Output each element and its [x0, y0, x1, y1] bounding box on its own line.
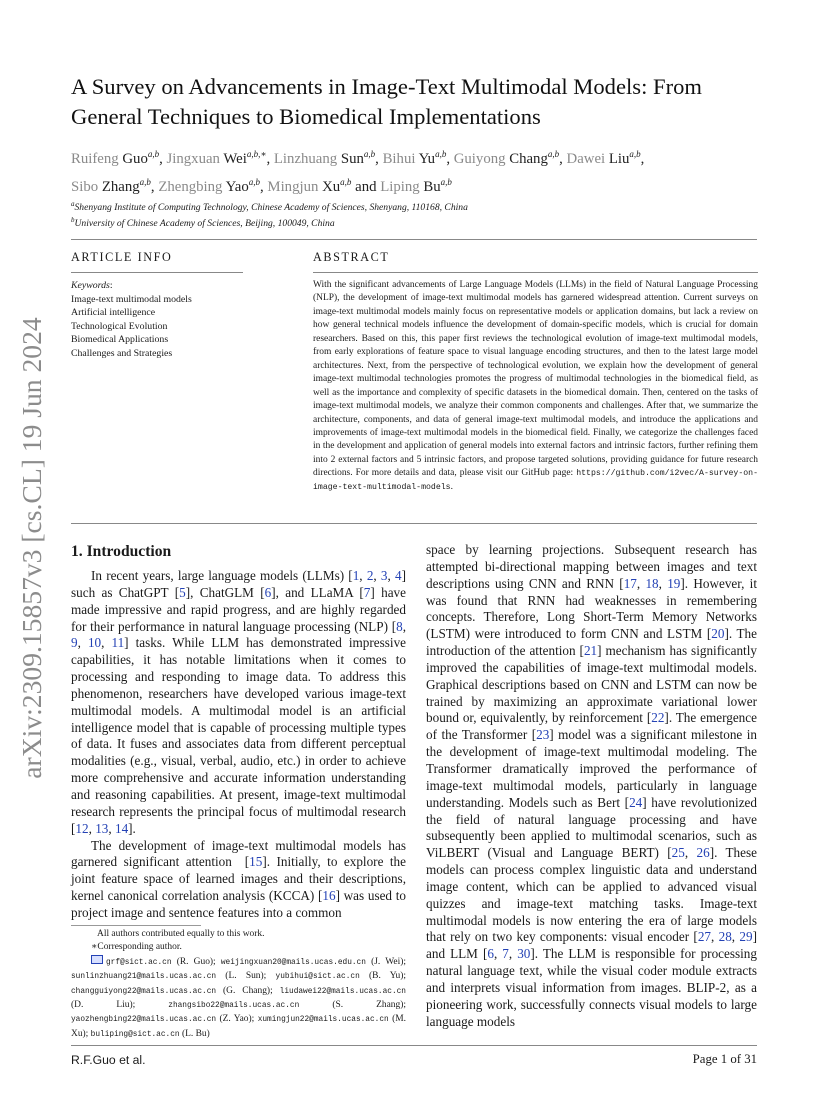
- author-conjunction: and: [351, 178, 381, 195]
- citation-link[interactable]: 15: [249, 854, 263, 870]
- footnote-divider: [71, 925, 201, 926]
- abstract-text-block: With the significant advancements of Large Language Models (LLMs) in the field of Natural Language Processing (NLP), the development of image-text multimodal models has garnered widespread attention. Current surveys on image-text multimodal models mainly focus on representative models or application domains, but lack a review on how general technical models influence the development of domain-specific models, which is crucial for domain researchers. Based on this, this paper first reviews the technological evolution of image-text multimodal models, from early explorations of feature space to visual language encoding structures, and then to the latest large model architectures. Next, from the perspective of technological evolution, we explain how the development of general image-text multimodal technologies promotes the progress of multimodal technologies in the biomedical field, as well as the importance and complexity of specific datasets in the biomedical domain. Then, centered on the tasks of image-text multimodal models, we analyze their common components and challenges. After that, we summarize the architecture, components, and data of general image-text multimodal models, and introduce the applications and improvements of image-text multimodal models in the biomedical field. Finally, we categorize the challenges faced in the development and application of general models into external factors and intrinsic factors, further refining them into 2 external factors and 5 intrinsic factors, and propose targeted solutions, providing guidance for future research directions. For more details and data, please visit our GitHub page: https://github.com/i2vec/A-survey-on-image-text-multimodal-models.: [313, 280, 758, 492]
- footnote-emails: [71, 955, 406, 1042]
- citation-link[interactable]: 18: [645, 575, 659, 591]
- author-name: Dawei Liu$^{a,b}$: [566, 149, 641, 167]
- keyword-item: Challenges and Strategies: [71, 347, 173, 359]
- paper-title: A Survey on Advancements in Image-Text Multimodal Models: From General Techniques to Biomedical Implementations: [71, 74, 702, 129]
- author-name: Bihui Yu$^{a,b}$: [382, 149, 447, 167]
- article-info-heading: ARTICLE INFO: [71, 250, 173, 264]
- author-name: Mingjun Xu$^{a,b}$: [267, 176, 352, 195]
- citation-link[interactable]: 26: [696, 845, 710, 861]
- github-link[interactable]: https://github.com/i2vec/A-survey-on-image-text-multimodal-models: [313, 469, 758, 492]
- keywords-block: Keywords: Image-text multimodal models Artificial intelligence Technological Evolution Biomedical Applications Challenges and Strategies: [71, 279, 243, 360]
- citation-link[interactable]: 27: [697, 929, 711, 945]
- citation-link[interactable]: 10: [87, 635, 102, 651]
- header-divider: [71, 239, 757, 240]
- author-name: Guiyong Chang$^{a,b}$: [453, 149, 560, 167]
- citation-link[interactable]: 12: [75, 820, 89, 836]
- author-name: Ruifeng Guo$^{a,b}$: [71, 149, 160, 167]
- author-line-1: Ruifeng Guo$^{a,b}$, Jingxuan Wei$^{a,b,∗}$, Linzhuang Sun$^{a,b}$, Bihui Yu$^{a,b}$, Guiyong Chang$^{a,b}$, Dawei Liu$^{a,b}$,: [71, 149, 645, 167]
- author-name: Liping Bu$^{a,b}$: [380, 176, 452, 195]
- citation-link[interactable]: 17: [623, 575, 637, 591]
- author-name: Linzhuang Sun$^{a,b}$: [273, 149, 376, 167]
- citation-link[interactable]: 22: [651, 710, 665, 726]
- citation-link[interactable]: 20: [711, 626, 725, 642]
- citation-link[interactable]: 9: [71, 635, 78, 651]
- affiliation-a: $^a$Shenyang Institute of Computing Technology, Chinese Academy of Sciences, Shenyang, 110168, China: [71, 200, 468, 214]
- footnotes: [71, 928, 406, 1042]
- abstract-divider: [313, 272, 758, 273]
- keywords-label: Keywords: [71, 280, 110, 291]
- footer-divider: [71, 1045, 757, 1046]
- citation-link[interactable]: 19: [667, 575, 681, 591]
- citation-link[interactable]: 2: [366, 568, 374, 583]
- citation-link[interactable]: 8: [396, 618, 403, 634]
- email-list: grf@sict.ac.cn (R. Guo); weijingxuan20@mails.ucas.edu.cn (J. Wei); sunlinzhuang21@mails.ucas.ac.cn (L. Sun); yubihui@sict.ac.cn (B. Yu); changguiyong22@mails.ucas.ac.cn (G. Chang); liudawei22@mails.ucas.ac.cn (D. Liu); zhangsibo22@mails.ucas.ac.cn (S. Zhang); yaozhengbing22@mails.ucas.ac.cn (Z. Yao); xumingjun22@mails.ucas.ac.cn (M. Xu); buliping@sict.ac.cn (L. Bu): [71, 956, 406, 1039]
- citation-link[interactable]: 7: [502, 946, 509, 962]
- citation-link[interactable]: 1: [352, 568, 360, 583]
- keyword-item: Technological Evolution: [71, 320, 168, 332]
- affiliation-b: $^b$University of Chinese Academy of Sciences, Beijing, 100049, China: [71, 216, 335, 230]
- citation-link[interactable]: 28: [718, 929, 732, 945]
- keyword-item: Biomedical Applications: [71, 334, 169, 345]
- keyword-item: Artificial intelligence: [71, 307, 156, 318]
- citation-link[interactable]: 14: [114, 820, 129, 836]
- citation-link[interactable]: 23: [536, 727, 550, 743]
- section-heading-introduction: 1. Introduction: [71, 543, 172, 560]
- citation-link[interactable]: 3: [380, 568, 388, 583]
- citation-link[interactable]: 21: [583, 643, 598, 659]
- citation-link[interactable]: 11: [111, 635, 125, 651]
- citation-link[interactable]: 6: [487, 946, 494, 962]
- author-name: Zhengbing Yao$^{a,b}$: [158, 176, 260, 195]
- author-name: Sibo Zhang$^{a,b}$: [71, 176, 151, 195]
- citation-link[interactable]: 24: [629, 794, 643, 810]
- email-icon: [91, 955, 103, 964]
- article-info-divider: [71, 272, 243, 273]
- footnote-equal-contribution: All authors contributed equally to this work.: [97, 929, 265, 939]
- intro-right-column: space by learning projections. Subsequent research has attempted bi-directional mapping between images and text descriptions using CNN and RNN [17, 18, 19]. However, it was found that RNN had weaknesses in remembering concepts. Therefore, Long Short-Term Memory Networks (LSTM) were introduced to form CNN and LSTM [20]. The introduction of the attention [21] mechanism has significantly improved the capabilities of image-text multimodal models. Graphical descriptions based on CNN and LSTM can now be trained by maximizing an approximate variational lower bound or, equivalently, by reinforcement [22]. The emergence of the Transformer [23] model was a significant milestone in the development of image-text multimodal modeling. The Transformer dramatically improved the performance of image-text multimodal models, particularly in language understanding. Models such as Bert [24] have revolutionized the field of natural language processing and have subsequently been applied to multimodal scenarios, such as ViLBERT (Visual and Language BERT) [25, 26]. These models can process complex linguistic data and understand image content, which can be applied to advanced visual quizzes and image-text matching tasks. Image-text multimodal models is now entering the era of large models that rely on two key components: visual encoder [27, 28, 29] and LLM [6, 7, 30]. The LLM is responsible for processing natural language text, while the visual coder module extracts and interprets visual information from images. BLIP-2, as a pioneering work, successfully connects visual models to large language models: [426, 542, 758, 1029]
- citation-link[interactable]: 29: [739, 929, 753, 945]
- keyword-item: Image-text multimodal models: [71, 293, 192, 305]
- running-author: R.F.Guo et al.: [71, 1053, 146, 1067]
- abstract-heading: ABSTRACT: [313, 250, 390, 264]
- author-name: Jingxuan Wei$^{a,b,∗}$: [166, 149, 267, 167]
- intro-left-column: In recent years, large language models (LLMs) [1, 2, 3, 4] such as ChatGPT [5], ChatGLM [6], and LLaMA [7] have made impressive and rapid progress, and are highly regarded for their performance in natural language processing (NLP) [8, 9, 10, 11] tasks. While LLM has demonstrated impressive capabilities, it has notable limitations when it comes to processing and responding to image data. To address this phenomenon, researchers have developed various image-text multimodal models. A multimodal model is an artificial intelligence model that is capable of processing multiple types of data. It fuses and associates data from different perceptual modalities (e.g., visual, verbal, audio, etc.) in order to achieve more comprehensive and accurate information understanding and reasoning capabilities. At present, image-text multimodal research represents the principal focus of multimodal research [12, 13, 14]. The development of image-text multimodal models has garnered significant attention [15]. Initially, to explore the joint feature space of learned images and their descriptions, kernel canonical correlation analysis (KCCA) [16] was used to project image and sentence features into a common: [71, 568, 407, 920]
- citation-link[interactable]: 13: [95, 820, 109, 836]
- citation-link[interactable]: 30: [517, 946, 531, 962]
- abstract-bottom-divider: [71, 523, 757, 524]
- citation-link[interactable]: 4: [395, 568, 402, 583]
- citation-link[interactable]: 7: [363, 584, 371, 600]
- citation-link[interactable]: 5: [179, 584, 186, 600]
- author-list: [71, 143, 771, 199]
- abstract-body: With the significant advancements of Large Language Models (LLMs) in the field of Natural Language Processing (NLP), the development of image-text multimodal models has garnered widespread attention. Current surveys on image-text multimodal models mainly focus on representative models or application domains, but lack a review on how general technical models influence the development of domain-specific models, which is crucial for domain researchers. Based on this, this paper first reviews the technological evolution of image-text multimodal models, from early explorations of feature space to visual language encoding structures, and then to the latest large model architectures. Next, from the perspective of technological evolution, we explain how the development of general image-text multimodal technologies promotes the progress of multimodal technologies in the biomedical field, as well as the importance and complexity of specific datasets in the biomedical domain. Then, centered on the tasks of image-text multimodal models, we analyze their common components and challenges. After that, we summarize the architecture, components, and data of general image-text multimodal models, and introduce the applications and improvements of image-text multimodal models in the biomedical field. Finally, we categorize the challenges faced in the development and application of general models into external factors and intrinsic factors, further refining them into 2 external factors and 5 intrinsic factors, and propose targeted solutions, providing guidance for future research directions. For more details and data, please visit our GitHub page:: [313, 280, 758, 479]
- footnote-corresponding: ∗Corresponding author.: [91, 942, 182, 953]
- citation-link[interactable]: 6: [264, 584, 272, 600]
- page-number: Page 1 of 31: [692, 1052, 757, 1066]
- citation-link[interactable]: 16: [322, 888, 336, 904]
- citation-link[interactable]: 25: [671, 845, 685, 861]
- author-line-2: Sibo Zhang$^{a,b}$, Zhengbing Yao$^{a,b}$, Mingjun Xu$^{a,b}$ and Liping Bu$^{a,b}$: [71, 176, 452, 195]
- arxiv-id[interactable]: arXiv:2309.15857v3 [cs.CL] 19 Jun 2024: [16, 317, 47, 779]
